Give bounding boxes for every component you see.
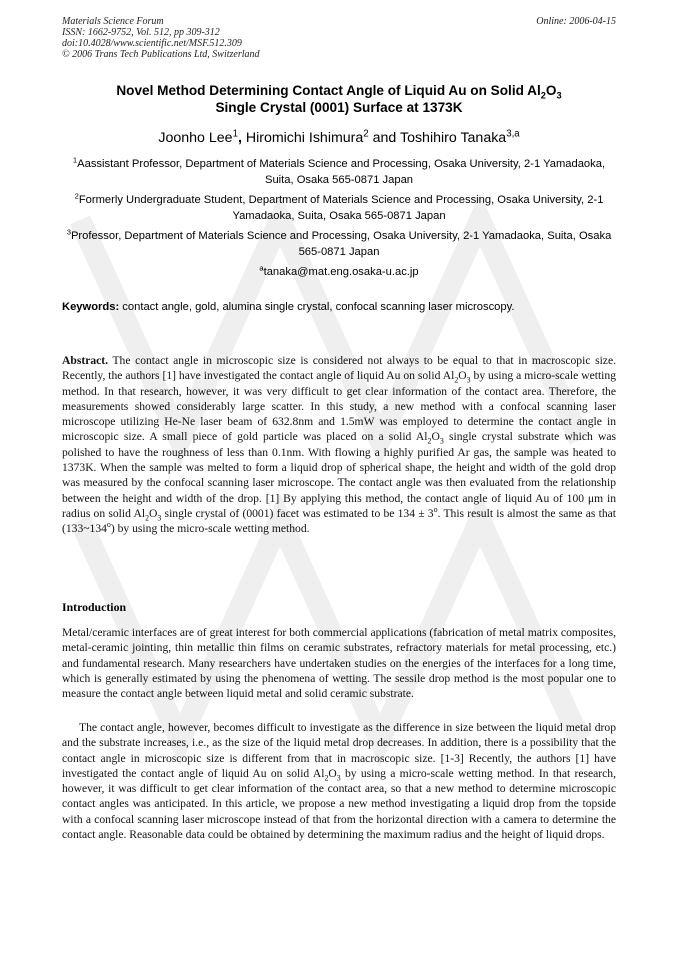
abstract-label: Abstract. [62, 354, 109, 367]
abstract: Abstract. The contact angle in microscopic size is considered not always to be equal to that in macroscopic size. Recently, the authors [1] have investigated the contact angle of liquid Au on solid $Al_2O_3$ by using a micro-scale wetting method. In that research, however, it was very difficult to get clear information of the contact area. Therefore, the measurements showed considerably large scatter. In this study, a new method with a confocal scanning laser microscope utilizing He-Ne laser beam of 632.8nm and 1.5mW was employed to determine the contact angle in microscopic size. A small piece of gold particle was placed on a solid $Al_2O_3$ single crystal substrate which was polished to have the roughness of less than 0.1nm. With flowing a highly purified Ar gas, the sample was heated to 1373K. When the sample was melted to form a liquid drop of spherical shape, the height and width of the gold drop was measured by the confocal scanning laser microscope. The contact angle was then evaluated from the relationship between the height and width of the drop. [1] By applying this method, the contact angle of liquid Au of 100 μm in radius on solid $Al_2O_3$ single crystal of (0001) facet was estimated to be $134 \pm 3^o$. This result is almost the same as that (133~134$^o$) by using the micro-scale wetting method. [62, 354, 617, 536]
copyright: © 2006 Trans Tech Publications Ltd, Switzerland [62, 49, 260, 60]
affiliation-1: $^1$Aassistant Professor, Department of Materials Science and Processing, Osaka University, 2-1 Yamadaoka, Suita, Osaka 565-0871 Japan [72, 155, 606, 186]
keywords-label: Keywords: [62, 301, 120, 313]
intro-paragraph-2: The contact angle, however, becomes difficult to investigate as the difference in size between the liquid metal drop and the substrate increases, i.e., as the size of the liquid metal drop decreases. In addition, there is a possibility that the contact angle in microscopic size is different from that in macroscopic size. [1-3] Recently, the authors [1] have investigated the contact angle of liquid Au on solid $Al_2O_3$ by using a micro-scale wetting method. In that research, however, it was difficult to get clear information of the contact area, so that a new method to determine microscopic contact angles was anticipated. In this article, we propose a new method investigating a liquid drop from the topside with a confocal scanning laser microscope instead of that from the horizontal direction with a camera to determine the contact angle. Reasonable data could be obtained by determining the maximum radius and the height of liquid drops. [62, 721, 616, 842]
section-heading-introduction: Introduction [62, 600, 127, 614]
journal-header [62, 16, 422, 60]
journal-name: Materials Science Forum [62, 16, 164, 27]
keywords: Keywords: contact angle, gold, alumina single crystal, confocal scanning laser microscopy. [62, 301, 515, 313]
paper-title: Novel Method Determining Contact Angle of Liquid Au on Solid $Al_2O_3$ Single Crystal (0001) Surface at 1373K [116, 83, 562, 115]
author-1: Joonho Lee [158, 130, 233, 146]
author-3: Toshihiro Tanaka [399, 130, 507, 146]
affiliation-3: $^3$Professor, Department of Materials Science and Processing, Osaka University, 2-1 Yamadaoka, Suita, Osaka 565-0871 Japan [66, 227, 612, 258]
affiliation-2: $^2$Formerly Undergraduate Student, Department of Materials Science and Processing, Osaka University, 2-1 Yamadaoka, Suita, Osaka 565-0871 Japan [74, 191, 604, 222]
author-list: Joonho Lee$^1$, Hiromichi Ishimura$^2$ and Toshihiro Tanaka$^{3,a}$ [158, 128, 520, 146]
issn: ISSN: 1662-9752, Vol. 512, pp 309-312 [62, 27, 220, 38]
intro-paragraph-1: Metal/ceramic interfaces are of great interest for both commercial applications (fabrication of metal matrix composites, metal-ceramic jointing, thin metallic thin films on ceramic substrates, refractory materials for metal processing, etc.) and fundamental research. Many researchers have undertaken studies on the energies of the interfaces for a long time, which is generally estimated by using the phenomena of wetting. The sessile drop method is the most popular one to measure the contact angle between liquid metal and solid ceramic substrate. [62, 626, 616, 701]
author-2: Hiromichi Ishimura [245, 130, 364, 146]
online-date: Online: 2006-04-15 [536, 16, 616, 27]
doi: doi:10.4028/www.scientific.net/MSF.512.309 [62, 38, 242, 49]
contact-email: $^a$tanaka@mat.eng.osaka-u.ac.jp [259, 263, 419, 278]
